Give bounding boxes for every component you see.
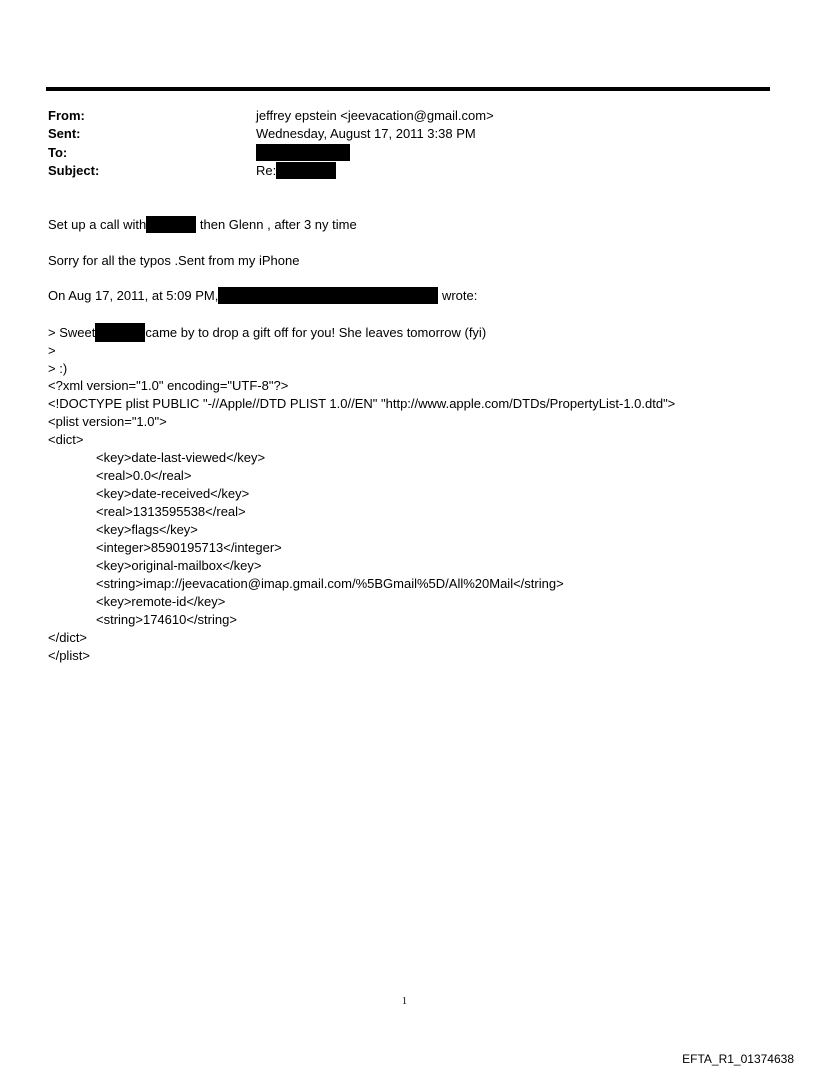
xml-line: <key>date-received</key> bbox=[96, 486, 250, 501]
quote-line-sweet-start: > Sweet bbox=[48, 325, 96, 340]
header-rule bbox=[46, 87, 770, 91]
to-label: To: bbox=[48, 145, 68, 160]
sender-redaction bbox=[218, 287, 438, 304]
xml-doctype: <!DOCTYPE plist PUBLIC "-//Apple//DTD PLIST 1.0//EN" "http://www.apple.com/DTDs/PropertyList-1.0.dtd"> bbox=[48, 396, 676, 411]
xml-line: <key>remote-id</key> bbox=[96, 594, 226, 609]
xml-dict-open: <dict> bbox=[48, 432, 84, 447]
xml-line: <key>flags</key> bbox=[96, 522, 198, 537]
quote-line-sweet-end: came by to drop a gift off for you! She leaves tomorrow (fyi) bbox=[145, 325, 487, 340]
xml-line: <key>date-last-viewed</key> bbox=[96, 450, 266, 465]
sent-value: Wednesday, August 17, 2011 3:38 PM bbox=[256, 126, 476, 141]
xml-declaration: <?xml version="1.0" encoding="UTF-8"?> bbox=[48, 378, 289, 393]
page-number: 1 bbox=[402, 996, 407, 1007]
name-redaction-1 bbox=[146, 216, 196, 233]
xml-line: <real>0.0</real> bbox=[96, 468, 192, 483]
body-line-typos: Sorry for all the typos .Sent from my iPhone bbox=[48, 253, 300, 268]
xml-dict-close: </dict> bbox=[48, 630, 88, 645]
xml-line: <string>imap://jeevacation@imap.gmail.com/%5BGmail%5D/All%20Mail</string> bbox=[96, 576, 564, 591]
subject-value bbox=[256, 162, 336, 180]
xml-line: <real>1313595538</real> bbox=[96, 504, 246, 519]
body-line-call-start: Set up a call with bbox=[48, 217, 147, 232]
body-line-on-date bbox=[48, 287, 477, 305]
body-line-on-date-start: On Aug 17, 2011, at 5:09 PM, bbox=[48, 288, 219, 303]
quote-line-blank: > bbox=[48, 343, 56, 358]
sent-label: Sent: bbox=[48, 126, 81, 141]
xml-line: <integer>8590195713</integer> bbox=[96, 540, 282, 555]
subject-prefix: Re: bbox=[256, 163, 277, 178]
xml-plist-open: <plist version="1.0"> bbox=[48, 414, 167, 429]
from-label: From: bbox=[48, 108, 85, 123]
xml-line: <key>original-mailbox</key> bbox=[96, 558, 262, 573]
to-redaction bbox=[256, 144, 350, 161]
body-line-call-end: then Glenn , after 3 ny time bbox=[196, 217, 357, 232]
quote-line-smiley: > :) bbox=[48, 361, 68, 376]
body-line-call bbox=[48, 216, 357, 234]
document-id: EFTA_R1_01374638 bbox=[682, 1052, 794, 1066]
body-line-on-date-end: wrote: bbox=[438, 288, 478, 303]
name-redaction-2 bbox=[95, 323, 145, 342]
subject-redaction bbox=[276, 162, 336, 179]
from-value: jeffrey epstein <jeevacation@gmail.com> bbox=[256, 108, 494, 123]
quote-line-sweet bbox=[48, 324, 486, 342]
subject-label: Subject: bbox=[48, 163, 100, 178]
xml-plist-close: </plist> bbox=[48, 648, 90, 663]
xml-line: <string>174610</string> bbox=[96, 612, 237, 627]
